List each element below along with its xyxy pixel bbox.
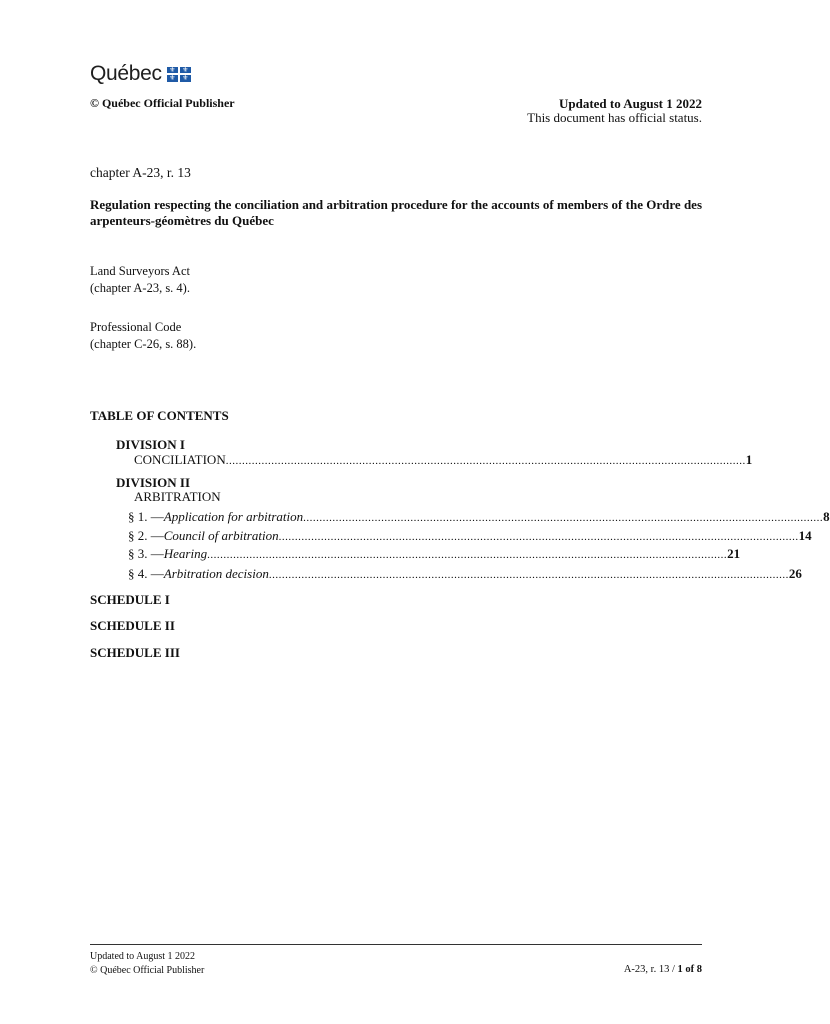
toc-entry-section[interactable] (128, 528, 812, 544)
publisher-label: © Québec Official Publisher (90, 96, 235, 110)
footer-left (90, 950, 204, 978)
footer-publisher: © Québec Official Publisher (90, 965, 205, 976)
toc-entry-label: Hearing (163, 546, 208, 561)
toc-entry-label: Arbitration decision (163, 566, 269, 581)
regulation-title: Regulation respecting the conciliation and arbitration procedure for the accounts of members of the Ordre des arpenteurs-géomètres du Québec (90, 197, 702, 228)
act-name: Land Surveyors Act (90, 264, 190, 278)
footer-page-ref: A-23, r. 13 / (623, 964, 678, 975)
toc-entry-number: 14 (798, 528, 812, 543)
toc-division-1: DIVISION I (116, 437, 185, 452)
toc-schedule-3[interactable]: SCHEDULE III (90, 645, 180, 660)
toc-entry-label: Application for arbitration (163, 509, 304, 524)
toc-schedule-2[interactable]: SCHEDULE II (90, 618, 175, 633)
footer-updated: Updated to August 1 2022 (90, 951, 195, 962)
act-name: Professional Code (90, 320, 182, 334)
toc-schedule-1[interactable]: SCHEDULE I (90, 592, 170, 607)
chapter-reference: chapter A-23, r. 13 (90, 165, 191, 180)
fleur-de-lis-flag-icon: ⚜ ⚜ ⚜ ⚜ (167, 67, 191, 82)
toc-entry-label: CONCILIATION (134, 452, 226, 467)
footer-page-number: 1 of 8 (677, 964, 702, 975)
toc-entry-prefix: § 1. — (128, 509, 164, 524)
toc-leader-dots: ................................................................................................................................................................ (268, 569, 789, 581)
toc-arbitration-heading: ARBITRATION (134, 489, 221, 504)
toc-entry-section[interactable] (128, 509, 830, 525)
toc-leader-dots: ................................................................................................................................................................ (303, 512, 824, 524)
act-reference: (chapter C-26, s. 88). (90, 337, 197, 351)
toc-leader-dots: ................................................................................................................................................................ (225, 455, 746, 467)
enabling-act-1 (90, 263, 190, 297)
toc-entry-section[interactable] (128, 566, 802, 582)
toc-entry-conciliation[interactable] (134, 452, 753, 468)
toc-entry-number: 26 (788, 566, 802, 581)
toc-heading: TABLE OF CONTENTS (90, 408, 229, 423)
updated-date: Updated to August 1 2022 (558, 96, 702, 111)
toc-entry-number: 21 (727, 546, 741, 561)
toc-entry-label: Council of arbitration (163, 528, 279, 543)
enabling-act-2 (90, 319, 196, 353)
toc-entry-section[interactable] (128, 546, 741, 562)
official-status: This document has official status. (527, 110, 702, 125)
toc-entry-number: 1 (745, 452, 753, 467)
logo-wordmark: Québec (90, 62, 162, 85)
toc-entry-prefix: § 4. — (128, 566, 164, 581)
toc-entry-prefix: § 2. — (128, 528, 164, 543)
quebec-logo (90, 62, 191, 86)
footer-divider (90, 944, 702, 945)
toc-leader-dots: ................................................................................................................................................................ (207, 549, 728, 561)
toc-entry-prefix: § 3. — (128, 546, 164, 561)
toc-leader-dots: ................................................................................................................................................................ (278, 531, 799, 543)
footer-page-info (624, 964, 702, 975)
toc-entry-number: 8 (823, 509, 830, 524)
act-reference: (chapter A-23, s. 4). (90, 281, 190, 295)
toc-division-2: DIVISION II (116, 475, 191, 490)
